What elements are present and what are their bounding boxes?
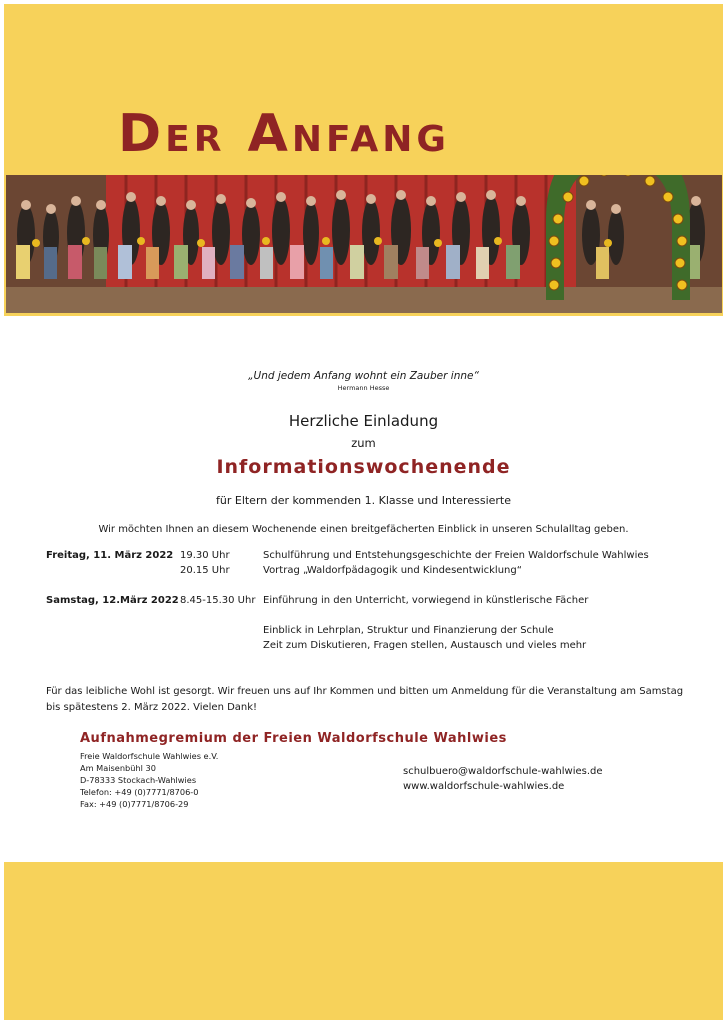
audience-text: für Eltern der kommenden 1. Klasse und Interessierte <box>216 494 511 507</box>
address-line: Telefon: +49 (0)7771/8706-0 <box>80 786 199 797</box>
organizer-contact <box>403 764 603 794</box>
invitation-subheading: zum <box>351 436 376 450</box>
group-photo <box>6 175 722 313</box>
friday-time-2: 20.15 Uhr <box>180 565 230 576</box>
website-address: www.waldorfschule-wahlwies.de <box>403 781 565 792</box>
invitation-heading: Herzliche Einladung <box>288 412 439 430</box>
organizer-name: Aufnahmegremium der Freien Waldorfschule Wahlwies <box>80 731 507 746</box>
address-line: Am Maisenbühl 30 <box>80 762 156 773</box>
friday-day: Freitag, 11. März 2022 <box>46 550 174 561</box>
friday-time-1: 19.30 Uhr <box>180 550 230 561</box>
address-line: D-78333 Stockach-Wahlwies <box>80 774 197 785</box>
address-line: Fax: +49 (0)7771/8706-29 <box>80 798 189 809</box>
event-title: Informationswochenende <box>216 456 511 478</box>
friday-desc-1: Schulführung und Entstehungsgeschichte der Freien Waldorfschule Wahlwies <box>263 550 649 561</box>
stage-illustration <box>6 175 722 313</box>
quote-author: Hermann Hesse <box>337 384 390 392</box>
saturday-time: 8.45-15.30 Uhr <box>180 595 256 606</box>
friday-desc-2: Vortrag „Waldorfpädagogik und Kindesentwicklung“ <box>263 565 522 576</box>
organizer-address <box>80 751 218 811</box>
saturday-desc-2: Einblick in Lehrplan, Struktur und Finanzierung der Schule <box>263 625 554 636</box>
saturday-day: Samstag, 12.März 2022 <box>46 595 179 606</box>
quote-text: „Und jedem Anfang wohnt ein Zauber inne“ <box>248 370 479 382</box>
address-line: Freie Waldorfschule Wahlwies e.V. <box>80 751 219 761</box>
header-title: Der Anfang <box>118 104 450 164</box>
email-address: schulbuero@waldorfschule-wahlwies.de <box>403 766 603 777</box>
closing-text: Für das leibliche Wohl ist gesorgt. Wir freuen uns auf Ihr Kommen und bitten um Anmeldung für die Veranstaltung am Samstag bis spätestens 2. März 2022. Vielen Dank! <box>46 686 684 713</box>
saturday-desc-3: Zeit zum Diskutieren, Fragen stellen, Austausch und vieles mehr <box>263 640 587 651</box>
bottom-banner <box>4 862 723 1020</box>
saturday-desc-1: Einführung in den Unterricht, vorwiegend in künstlerische Fächer <box>263 595 589 606</box>
intro-text: Wir möchten Ihnen an diesem Wochenende einen breitgefächerten Einblick in unseren Schulalltag geben. <box>98 524 629 535</box>
